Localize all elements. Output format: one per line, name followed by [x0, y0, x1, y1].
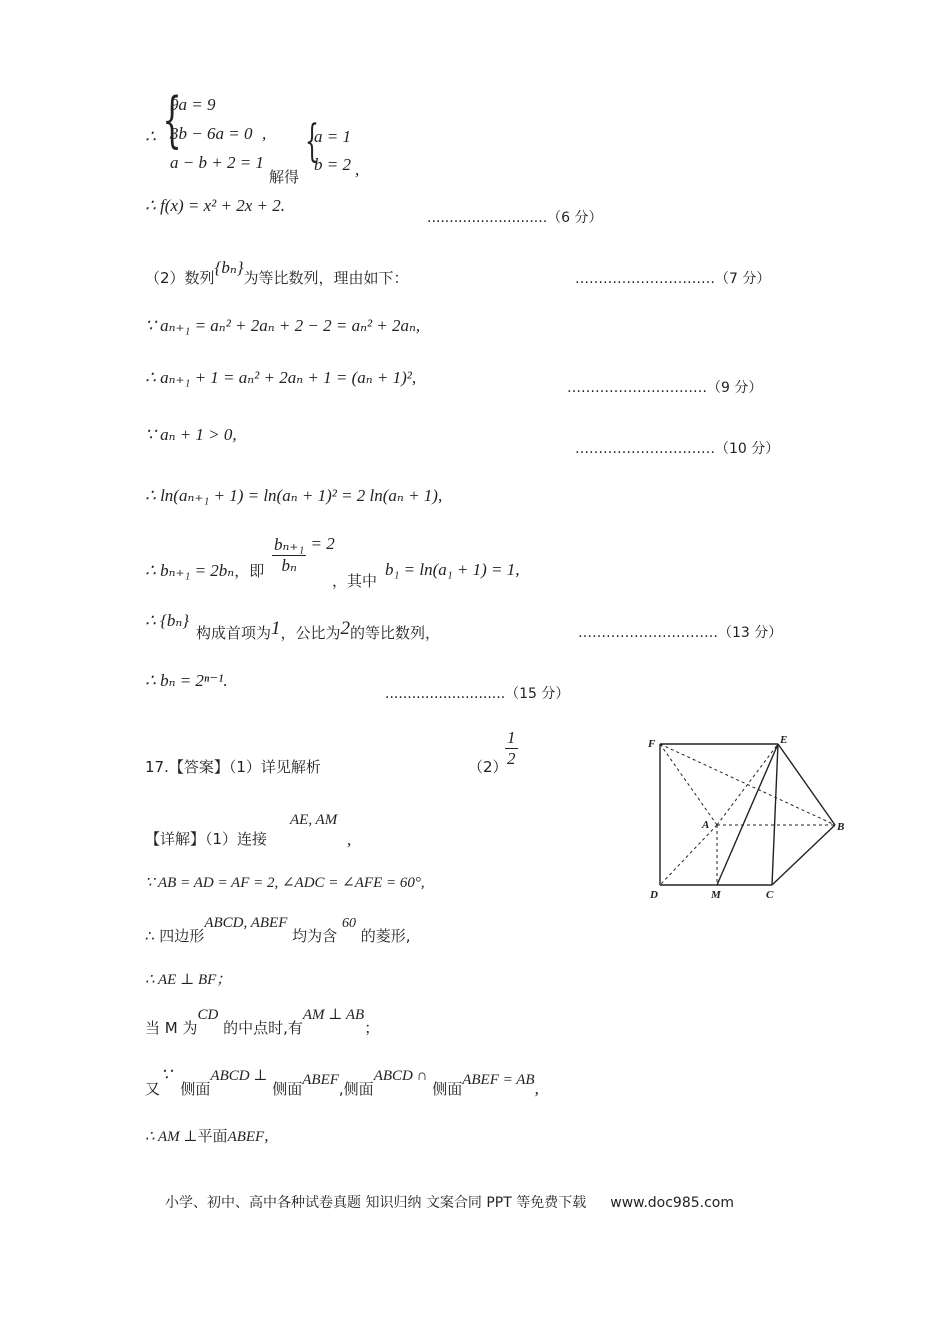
edge-em: [717, 744, 778, 885]
therefore-symbol: ∴: [145, 127, 156, 146]
detail-math: AE, AM: [290, 812, 338, 828]
half-num: 1: [507, 728, 516, 747]
abcd-cap: ABCD ∩: [373, 1068, 428, 1084]
label-e: E: [780, 734, 788, 746]
label-a: A: [702, 819, 710, 831]
also-label: 又: [145, 1080, 161, 1098]
equation-3: a − b + 2 = 1: [170, 153, 264, 172]
step-5: [145, 560, 264, 581]
answer-17: 17.【答案】（1）详见解析: [145, 758, 321, 776]
detail-line: 【详解】（1）连接: [145, 830, 268, 848]
footer-text: 小学、初中、高中各种试卷真题 知识归纳 文案合同 PPT 等免费下载: [165, 1195, 587, 1211]
rhombus-line: [145, 915, 411, 946]
bn-recurrence: ∴ bₙ₊₁ = 2bₙ: [145, 561, 235, 580]
solve-label: 解得: [269, 168, 300, 186]
cd-label: CD: [197, 1007, 219, 1023]
half-den: 2: [507, 749, 516, 768]
equation-1: 9a = 9: [170, 95, 216, 114]
midpoint-label: 的中点时,有: [223, 1019, 303, 1037]
dash-fa: [660, 744, 717, 825]
conclusion-seq: ∴ {bₙ}: [145, 611, 190, 630]
geometry-figure: [645, 732, 855, 902]
geo-seq-label: 的等比数列，: [350, 624, 441, 642]
am-perp: ∴ AM ⊥: [145, 1129, 198, 1145]
ratio-label: ，公比为: [280, 624, 341, 642]
plane-label: 平面: [197, 1127, 228, 1145]
end-comma: ,: [355, 160, 360, 179]
contains-label: 均为含: [292, 927, 338, 945]
label-b: B: [837, 821, 845, 833]
footer: [165, 1192, 734, 1212]
face-line: [145, 1065, 539, 1099]
edge-eb: [778, 744, 835, 825]
label-c: C: [766, 889, 774, 901]
part2-reason: 为等比数列，理由如下：: [243, 269, 409, 287]
fx-result: ∴ f(x) = x² + 2x + 2.: [145, 196, 286, 215]
bn-formula: ∴ bₙ = 2ⁿ⁻¹.: [145, 671, 228, 690]
face-end: ,: [534, 1079, 539, 1098]
score-13: …………………………（13 分）: [578, 625, 783, 641]
face-label-3: ,侧面: [338, 1080, 374, 1098]
label-d: D: [650, 889, 658, 901]
perp-line: ∴ AE ⊥ BF；: [145, 972, 232, 988]
face-label-2: 侧面: [272, 1080, 303, 1098]
step-3: ∵ aₙ + 1 > 0,: [145, 425, 237, 444]
dash-ad: [660, 825, 717, 885]
ratio-fraction: [272, 535, 335, 576]
plane-end: ,: [264, 1126, 269, 1145]
when-label: 当 M 为: [145, 1019, 198, 1037]
rhombus-label: 的菱形,: [360, 927, 411, 945]
frac-den: bₙ: [281, 556, 297, 575]
label-m: M: [711, 889, 721, 901]
ratio-value: 2: [340, 618, 351, 639]
midpoint-line: [145, 1007, 380, 1038]
separator: ,: [262, 124, 267, 143]
quad-label: ∴ 四边形: [145, 927, 205, 945]
first-term-label: 构成首项为: [196, 624, 272, 642]
frac-num: bₙ₊₁: [274, 535, 305, 554]
score-6: ...........................（6 分）: [427, 210, 603, 226]
bn-seq: {bₙ}: [214, 258, 244, 277]
given-line: ∵ AB = AD = AF = 2, ∠ADC = ∠AFE = 60°,: [145, 875, 425, 891]
left-brace-2: {: [305, 116, 319, 167]
edge-ec: [772, 744, 778, 885]
part2-label: （2）数列: [145, 269, 215, 287]
step-4: ∴ ln(aₙ₊₁ + 1) = ln(aₙ + 1)² = 2 ln(aₙ + 1),: [145, 486, 443, 505]
face-label-1: 侧面: [180, 1080, 211, 1098]
face-label-4: 侧面: [432, 1080, 463, 1098]
score-10: …………………………（10 分）: [575, 441, 780, 457]
among-label: ，其中: [332, 572, 378, 590]
abef-plane: ABEF: [227, 1129, 265, 1145]
solution-a: a = 1: [314, 127, 351, 146]
solution-b: b = 2: [314, 155, 351, 174]
namely-label: ，即: [234, 562, 265, 580]
part2-intro: [145, 258, 409, 288]
am-perp-ab: AM ⊥ AB: [302, 1007, 365, 1023]
abef-1: ABEF: [302, 1072, 339, 1088]
answer-part2: （2）: [468, 758, 508, 776]
score-15: ...........................（15 分）: [385, 686, 570, 702]
score-7: …………………………（7 分）: [575, 271, 771, 287]
detail-end: ,: [347, 830, 352, 849]
first-term: 1: [271, 618, 281, 639]
step-1: ∵ aₙ₊₁ = aₙ² + 2aₙ + 2 − 2 = aₙ² + 2aₙ,: [145, 316, 421, 335]
edge-cb: [772, 825, 835, 885]
footer-url[interactable]: www.doc985.com: [610, 1195, 734, 1211]
left-brace: {: [162, 85, 182, 155]
b1-value: b₁ = ln(a₁ + 1) = 1,: [385, 560, 520, 579]
label-f: F: [648, 738, 656, 750]
abcd-perp: ABCD ⊥: [210, 1068, 268, 1084]
answer-half: [505, 728, 518, 769]
semicolon: ；: [364, 1019, 380, 1037]
frac-eq: = 2: [310, 534, 335, 554]
score-9: …………………………（9 分）: [567, 380, 763, 396]
because-symbol: ∵: [160, 1065, 172, 1084]
conclusion-text: [196, 618, 441, 644]
quad-names: ABCD, ABEF: [204, 915, 288, 931]
abef-ab: ABEF = AB: [462, 1072, 535, 1088]
plane-line: [145, 1125, 268, 1146]
equation-2: 3b − 6a = 0: [170, 124, 253, 143]
angle-60: 60: [341, 916, 356, 931]
step-2: ∴ aₙ₊₁ + 1 = aₙ² + 2aₙ + 1 = (aₙ + 1)²,: [145, 368, 417, 387]
